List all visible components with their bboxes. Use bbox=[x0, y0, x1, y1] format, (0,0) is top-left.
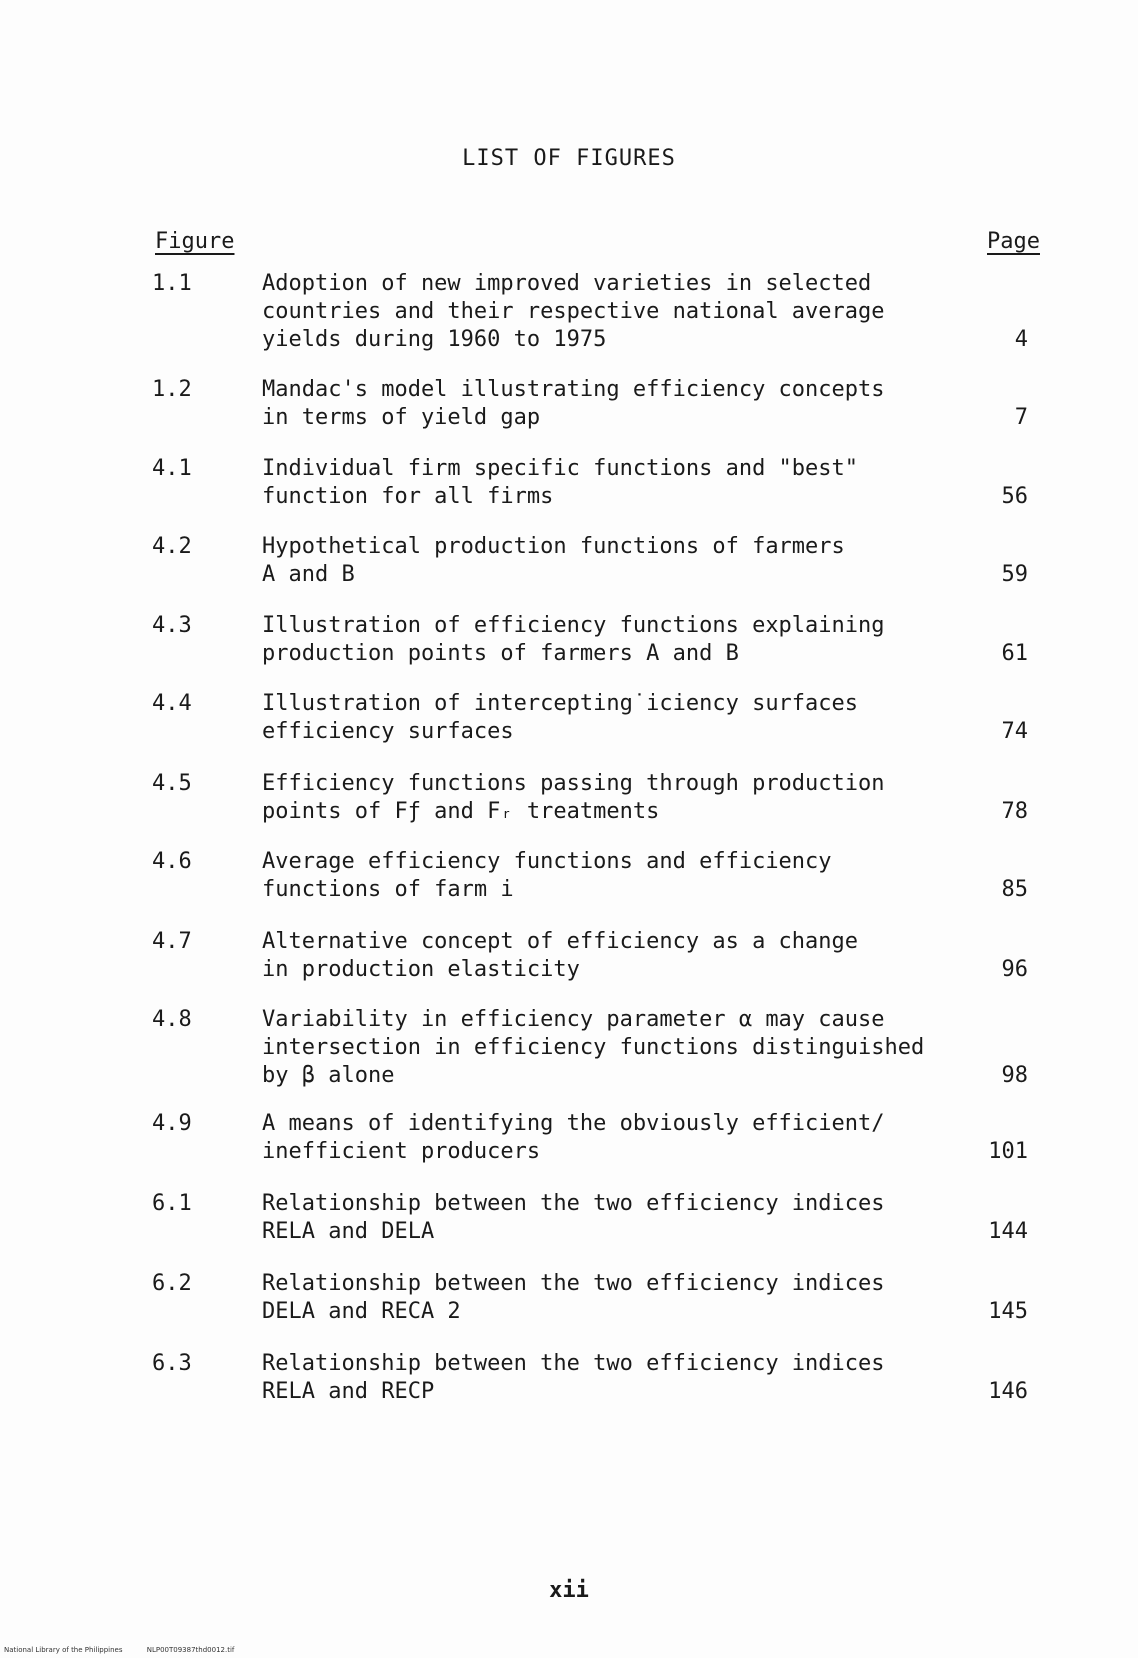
caption-line: Average efficiency functions and efficiency bbox=[262, 849, 832, 874]
caption-line: Efficiency functions passing through production bbox=[262, 771, 885, 796]
caption-line: Hypothetical production functions of farmers bbox=[262, 534, 845, 559]
caption-line: A and B bbox=[262, 562, 355, 587]
caption-line: Individual firm specific functions and "best" bbox=[262, 456, 859, 481]
caption-line: Relationship between the two efficiency indices bbox=[262, 1271, 885, 1296]
credit-filename: NLP00T09387thd0012.tif bbox=[146, 1646, 235, 1654]
figure-page-number: 144 bbox=[988, 1219, 1028, 1244]
figure-number: 4.5 bbox=[152, 771, 192, 796]
figure-caption bbox=[262, 533, 962, 589]
figure-caption bbox=[262, 376, 962, 432]
caption-line: Relationship between the two efficiency indices bbox=[262, 1351, 885, 1376]
figure-caption bbox=[262, 270, 962, 354]
caption-line: DELA and RECA 2 bbox=[262, 1299, 461, 1324]
figure-page-number: 96 bbox=[1001, 957, 1028, 982]
figure-page-number: 85 bbox=[1001, 877, 1028, 902]
figure-caption bbox=[262, 1270, 962, 1326]
caption-line: by β alone bbox=[262, 1063, 395, 1088]
caption-line: Mandac's model illustrating efficiency concepts bbox=[262, 377, 885, 402]
figure-number: 4.7 bbox=[152, 929, 192, 954]
figure-page-number: 59 bbox=[1001, 562, 1028, 587]
figure-page-number: 7 bbox=[1014, 405, 1028, 430]
figure-number: 4.8 bbox=[152, 1007, 192, 1032]
figure-number: 4.1 bbox=[152, 456, 192, 481]
figure-page-number: 145 bbox=[988, 1299, 1028, 1324]
caption-line: functions of farm i bbox=[262, 877, 514, 902]
figure-caption bbox=[262, 612, 962, 668]
caption-line: RELA and RECP bbox=[262, 1379, 435, 1404]
caption-line: efficiency surfaces bbox=[262, 719, 514, 744]
figure-page-number: 74 bbox=[1001, 719, 1028, 744]
caption-line: RELA and DELA bbox=[262, 1219, 435, 1244]
figure-column-header: Figure bbox=[155, 229, 235, 254]
caption-line: Illustration of intercepting˙iciency surfaces bbox=[262, 691, 859, 716]
figure-caption bbox=[262, 690, 962, 746]
figure-number: 1.2 bbox=[152, 377, 192, 402]
figure-caption bbox=[262, 1006, 962, 1090]
caption-line: function for all firms bbox=[262, 484, 554, 509]
figure-number: 4.9 bbox=[152, 1111, 192, 1136]
figure-caption bbox=[262, 928, 962, 984]
figure-caption bbox=[262, 455, 962, 511]
figure-number: 4.2 bbox=[152, 534, 192, 559]
caption-line: intersection in efficiency functions distinguished bbox=[262, 1035, 925, 1060]
figure-number: 4.4 bbox=[152, 691, 192, 716]
figure-number: 6.2 bbox=[152, 1271, 192, 1296]
caption-line: points of Fƒ and Fᵣ treatments bbox=[262, 799, 660, 824]
figure-number: 6.1 bbox=[152, 1191, 192, 1216]
caption-line: inefficient producers bbox=[262, 1139, 541, 1164]
figure-caption bbox=[262, 848, 962, 904]
scan-credit bbox=[4, 1646, 234, 1654]
page-number-footer: xii bbox=[549, 1578, 589, 1603]
figure-number: 4.6 bbox=[152, 849, 192, 874]
figure-page-number: 146 bbox=[988, 1379, 1028, 1404]
caption-line: countries and their respective national average bbox=[262, 299, 885, 324]
caption-line: A means of identifying the obviously efficient/ bbox=[262, 1111, 885, 1136]
caption-line: Adoption of new improved varieties in selected bbox=[262, 271, 872, 296]
caption-line: in production elasticity bbox=[262, 957, 580, 982]
caption-line: in terms of yield gap bbox=[262, 405, 541, 430]
caption-line: yields during 1960 to 1975 bbox=[262, 327, 607, 352]
figure-number: 1.1 bbox=[152, 271, 192, 296]
figure-caption bbox=[262, 1110, 962, 1166]
figure-page-number: 4 bbox=[1014, 327, 1028, 352]
figure-page-number: 56 bbox=[1001, 484, 1028, 509]
figure-number: 6.3 bbox=[152, 1351, 192, 1376]
figure-number: 4.3 bbox=[152, 613, 192, 638]
caption-line: Illustration of efficiency functions explaining bbox=[262, 613, 885, 638]
figure-page-number: 98 bbox=[1001, 1063, 1028, 1088]
figure-page-number: 61 bbox=[1001, 641, 1028, 666]
caption-line: Variability in efficiency parameter α may cause bbox=[262, 1007, 885, 1032]
figure-caption bbox=[262, 770, 962, 826]
credit-library: National Library of the Philippines bbox=[4, 1646, 123, 1654]
page-title: LIST OF FIGURES bbox=[462, 146, 676, 171]
figure-page-number: 101 bbox=[988, 1139, 1028, 1164]
caption-line: Alternative concept of efficiency as a change bbox=[262, 929, 859, 954]
figure-page-number: 78 bbox=[1001, 799, 1028, 824]
figure-caption bbox=[262, 1350, 962, 1406]
figure-caption bbox=[262, 1190, 962, 1246]
page-column-header: Page bbox=[987, 229, 1040, 254]
caption-line: production points of farmers A and B bbox=[262, 641, 739, 666]
caption-line: Relationship between the two efficiency indices bbox=[262, 1191, 885, 1216]
